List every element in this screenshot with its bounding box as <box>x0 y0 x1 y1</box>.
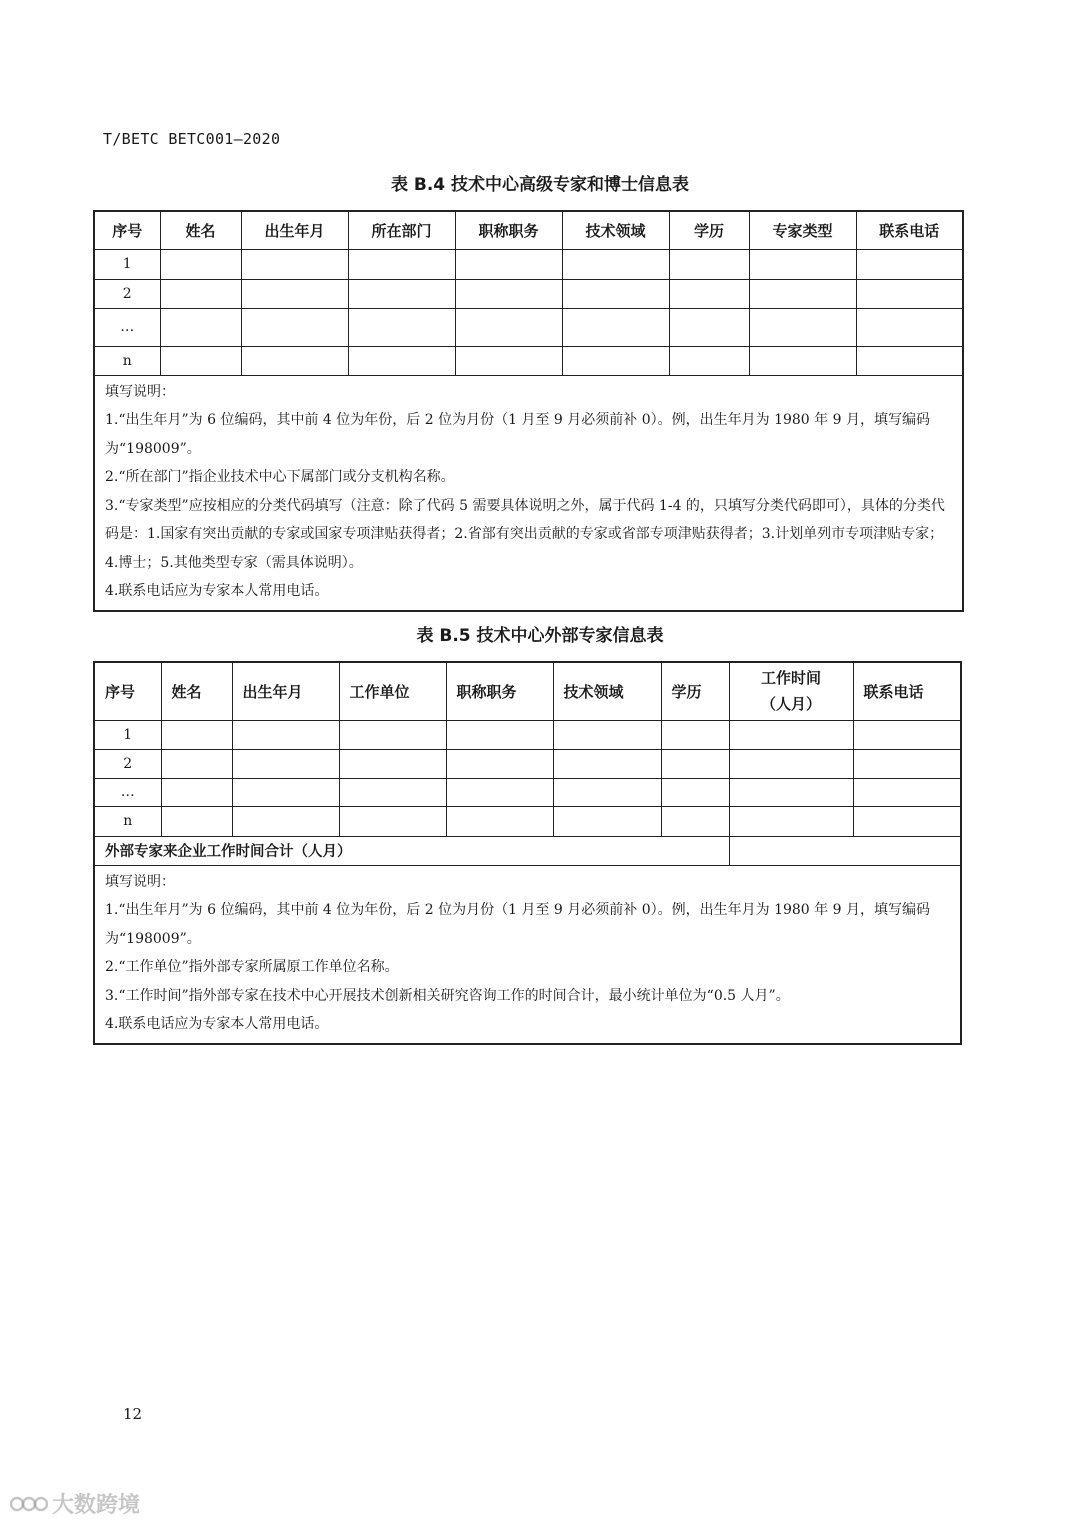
table-row <box>94 749 961 778</box>
table-b5-col-birth: 出生年月 <box>232 662 339 720</box>
watermark <box>10 1488 140 1519</box>
watermark-text: 大数跨境 <box>52 1493 141 1518</box>
watermark-logo-icon <box>10 1493 48 1515</box>
table-b5-summary-row <box>94 836 961 865</box>
table-b5-col-title: 职称职务 <box>446 662 553 720</box>
summary-value <box>729 836 961 865</box>
row-index: … <box>94 308 160 346</box>
table-b4-col-expert-type: 专家类型 <box>749 211 856 249</box>
table-row <box>94 806 961 836</box>
row-index: 1 <box>94 249 160 279</box>
row-index: n <box>94 346 160 375</box>
row-index: 2 <box>94 749 161 778</box>
table-row <box>94 720 961 749</box>
table-b5-notes <box>94 865 961 1044</box>
note-item: 2.“工作单位”指外部专家所属原工作单位名称。 <box>105 959 399 975</box>
table-b5-col-work-time <box>729 662 853 720</box>
table-b4-header-row <box>94 211 963 249</box>
table-b5-header-row <box>94 662 961 720</box>
note-item: 3.“专家类型”应按相应的分类代码填写（注意：除了代码 5 需要具体说明之外，属于代码 1-4 的，只填写分类代码即可），具体的分类代码是：1.国家有突出贡献的专家或国家专项津贴获得者；2.省部有突出贡献的专家或省部专项津贴获得者；3.计划单列市专项津贴专家；4.博士；5.其他类型专家（需具体说明）。 <box>105 497 945 571</box>
note-item: 3.“工作时间”指外部专家在技术中心开展技术创新相关研究咨询工作的时间合计，最小统计单位为“0.5 人月”。 <box>105 987 790 1004</box>
table-b5-title: 表 B.5 技术中心外部专家信息表 <box>416 626 664 646</box>
table-b4-col-name: 姓名 <box>160 211 241 249</box>
table-row <box>94 346 963 375</box>
work-time-line2: （人月） <box>760 695 821 714</box>
table-b4-col-education: 学历 <box>669 211 749 249</box>
note-item: 4.联系电话应为专家本人常用电话。 <box>105 1016 329 1032</box>
table-b4-col-field: 技术领域 <box>562 211 669 249</box>
table-row <box>94 279 963 308</box>
table-b5-col-phone: 联系电话 <box>853 662 961 720</box>
note-item: 1.“出生年月”为 6 位编码，其中前 4 位为年份，后 2 位为月份（1 月至 9 月必须前补 0）。例，出生年月为 1980 年 9 月，填写编码为“198009”。 <box>105 412 930 457</box>
row-index: … <box>94 778 161 806</box>
summary-label: 外部专家来企业工作时间合计（人月） <box>94 836 729 865</box>
table-b4-col-phone: 联系电话 <box>856 211 963 249</box>
document-code: T/BETC BETC001—2020 <box>103 130 281 148</box>
table-b4 <box>93 210 964 612</box>
table-b5-col-name: 姓名 <box>161 662 232 720</box>
row-index: 1 <box>94 720 161 749</box>
note-item: 4.联系电话应为专家本人常用电话。 <box>105 583 329 599</box>
table-b5-col-employer: 工作单位 <box>339 662 446 720</box>
table-b4-col-department: 所在部门 <box>348 211 455 249</box>
table-b4-title: 表 B.4 技术中心高级专家和博士信息表 <box>390 175 690 195</box>
table-b4-notes-row <box>94 375 963 611</box>
row-index: 2 <box>94 279 160 308</box>
table-b5-notes-row <box>94 865 961 1044</box>
table-b4-col-title: 职称职务 <box>455 211 562 249</box>
table-b5 <box>93 661 962 1045</box>
page-number: 12 <box>123 1405 143 1423</box>
note-item: 2.“所在部门”指企业技术中心下属部门或分支机构名称。 <box>105 469 455 485</box>
table-row <box>94 778 961 806</box>
table-row <box>94 249 963 279</box>
table-b5-col-education: 学历 <box>661 662 729 720</box>
table-b4-col-index: 序号 <box>94 211 160 249</box>
table-b5-col-index: 序号 <box>94 662 161 720</box>
table-row <box>94 308 963 346</box>
notes-heading: 填写说明： <box>105 873 175 890</box>
table-b4-col-birth: 出生年月 <box>241 211 348 249</box>
work-time-line1: 工作时间 <box>760 669 821 688</box>
note-item: 1.“出生年月”为 6 位编码，其中前 4 位为年份，后 2 位为月份（1 月至 9 月必须前补 0）。例，出生年月为 1980 年 9 月，填写编码为“198009”。 <box>105 902 930 947</box>
row-index: n <box>94 806 161 836</box>
table-b4-notes <box>94 375 963 611</box>
table-b5-col-field: 技术领域 <box>553 662 661 720</box>
notes-heading: 填写说明： <box>105 383 175 400</box>
